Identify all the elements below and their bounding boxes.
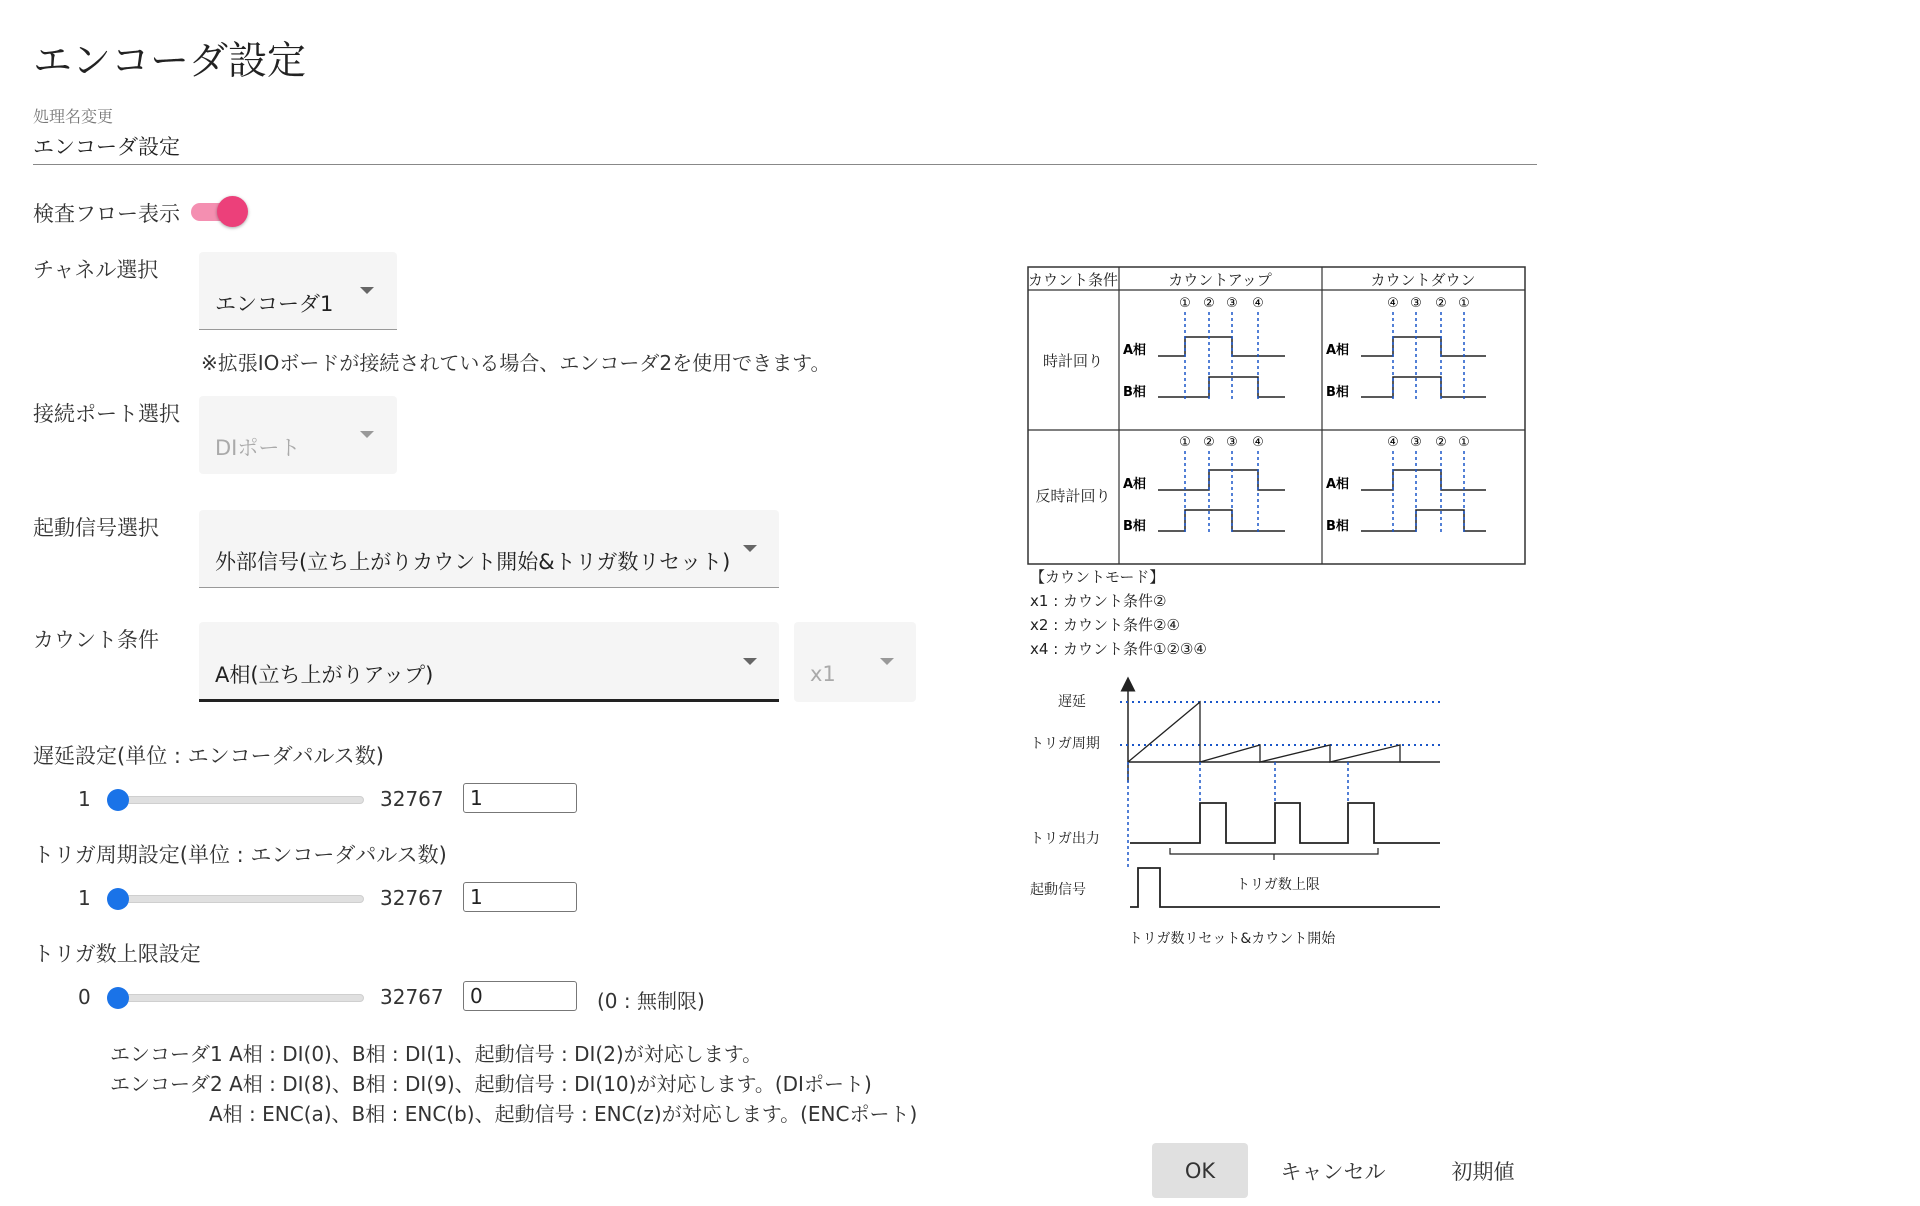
- timing-period-label: トリガ周期: [1030, 736, 1100, 752]
- count-multiplier-value: x1: [810, 662, 836, 686]
- chevron-down-icon: [743, 545, 757, 552]
- start-signal-label: 起動信号選択: [33, 516, 159, 540]
- timing-limit-label: トリガ数上限: [1236, 877, 1320, 893]
- delay-max: 32767: [380, 787, 444, 811]
- trigger-period-input[interactable]: [463, 882, 577, 912]
- mark-2: ②: [1203, 435, 1215, 450]
- delay-slider-thumb[interactable]: [107, 789, 129, 811]
- phase-b-label: B相: [1123, 385, 1146, 400]
- phase-a-label: A相: [1123, 343, 1147, 358]
- channel-note: ※拡張IOボードが接続されている場合、エンコーダ2を使用できます。: [201, 351, 831, 375]
- mark-4: ④: [1252, 435, 1264, 450]
- trigger-limit-label: トリガ数上限設定: [33, 942, 201, 966]
- rename-label: 処理名変更: [33, 107, 114, 126]
- delay-slider[interactable]: [107, 796, 364, 804]
- default-button[interactable]: 初期値: [1435, 1143, 1531, 1198]
- mark-2: ②: [1203, 296, 1215, 311]
- trigger-limit-slider-thumb[interactable]: [107, 987, 129, 1009]
- phase-b-label: B相: [1326, 385, 1349, 400]
- timing-output-label: トリガ出力: [1030, 831, 1100, 847]
- count-mode-x4: x4 : カウント条件①②③④: [1030, 640, 1207, 658]
- start-signal-select[interactable]: [199, 510, 779, 588]
- mark-4: ④: [1252, 296, 1264, 311]
- trigger-limit-max: 32767: [380, 985, 444, 1009]
- condition-table-frame: [1028, 267, 1525, 564]
- count-mode-x2: x2 : カウント条件②④: [1030, 616, 1180, 634]
- ok-button[interactable]: OK: [1152, 1143, 1248, 1198]
- mark-2: ②: [1435, 435, 1447, 450]
- chevron-down-icon: [360, 431, 374, 438]
- flow-toggle-switch[interactable]: [217, 196, 248, 227]
- count-mode-x1: x1 : カウント条件②: [1030, 592, 1167, 610]
- delay-min: 1: [78, 787, 91, 811]
- chevron-down-icon: [360, 287, 374, 294]
- page-title: エンコーダ設定: [33, 39, 307, 84]
- note-line-2: エンコーダ2 A相 : DI(8)、B相 : DI(9)、起動信号 : DI(10)が対応します。(DIポート): [110, 1072, 872, 1096]
- count-condition-select-value: A相(立ち上がりアップ): [215, 663, 434, 687]
- phase-b-label: B相: [1123, 519, 1146, 534]
- row-label-cw: 時計回り: [1042, 352, 1104, 370]
- mark-3: ③: [1410, 296, 1422, 311]
- mark-1: ①: [1458, 435, 1470, 450]
- mark-4: ④: [1387, 296, 1399, 311]
- count-multiplier-select: [794, 622, 916, 702]
- trigger-limit-input[interactable]: [463, 981, 577, 1011]
- trigger-limit-slider[interactable]: [107, 994, 364, 1002]
- phase-a-label: A相: [1326, 477, 1350, 492]
- table-header-up: カウントアップ: [1168, 271, 1272, 289]
- trigger-period-max: 32767: [380, 886, 444, 910]
- delay-input[interactable]: [463, 783, 577, 813]
- timing-start-label: 起動信号: [1030, 882, 1086, 898]
- channel-select-value: エンコーダ1: [215, 292, 334, 316]
- timing-delay-label: 遅延: [1058, 694, 1086, 710]
- phase-b-label: B相: [1326, 519, 1349, 534]
- phase-a-label: A相: [1326, 343, 1350, 358]
- mark-3: ③: [1226, 435, 1238, 450]
- channel-label: チャネル選択: [33, 258, 159, 282]
- cancel-button[interactable]: キャンセル: [1272, 1143, 1394, 1198]
- phase-a-label: A相: [1123, 477, 1147, 492]
- mark-3: ③: [1410, 435, 1422, 450]
- trigger-limit-hint: (0 : 無制限): [597, 989, 705, 1013]
- mark-2: ②: [1435, 296, 1447, 311]
- trigger-period-label: トリガ周期設定(単位 : エンコーダパルス数): [33, 843, 447, 867]
- channel-select[interactable]: [199, 252, 397, 330]
- table-header-condition: カウント条件: [1027, 271, 1119, 289]
- table-header-down: カウントダウン: [1370, 271, 1476, 289]
- mark-1: ①: [1458, 296, 1470, 311]
- note-line-3: A相 : ENC(a)、B相 : ENC(b)、起動信号 : ENC(z)が対応します。(ENCポート): [209, 1102, 918, 1126]
- mark-1: ①: [1179, 435, 1191, 450]
- port-select: [199, 396, 397, 474]
- start-signal-select-value: 外部信号(立ち上がりカウント開始&トリガ数リセット): [215, 550, 731, 574]
- count-condition-select[interactable]: [199, 622, 779, 702]
- row-label-ccw: 反時計回り: [1035, 487, 1111, 505]
- note-line-1: エンコーダ1 A相 : DI(0)、B相 : DI(1)、起動信号 : DI(2)が対応します。: [110, 1042, 763, 1066]
- trigger-limit-min: 0: [78, 985, 91, 1009]
- trigger-period-slider-thumb[interactable]: [107, 888, 129, 910]
- trigger-period-slider[interactable]: [107, 895, 364, 903]
- mark-4: ④: [1387, 435, 1399, 450]
- count-mode-title: 【カウントモード】: [1030, 568, 1165, 586]
- process-name-input[interactable]: [33, 128, 1537, 165]
- flow-toggle-label: 検査フロー表示: [33, 202, 180, 226]
- port-label: 接続ポート選択: [33, 402, 180, 426]
- trigger-period-min: 1: [78, 886, 91, 910]
- delay-label: 遅延設定(単位 : エンコーダパルス数): [33, 744, 384, 768]
- mark-3: ③: [1226, 296, 1238, 311]
- chevron-down-icon: [743, 658, 757, 665]
- mark-1: ①: [1179, 296, 1191, 311]
- chevron-down-icon: [880, 658, 894, 665]
- timing-reset-label: トリガ数リセット&カウント開始: [1128, 931, 1336, 947]
- port-select-value: DIポート: [215, 436, 301, 460]
- encoder-timing-diagram: [1020, 260, 1540, 970]
- count-condition-label: カウント条件: [33, 628, 159, 652]
